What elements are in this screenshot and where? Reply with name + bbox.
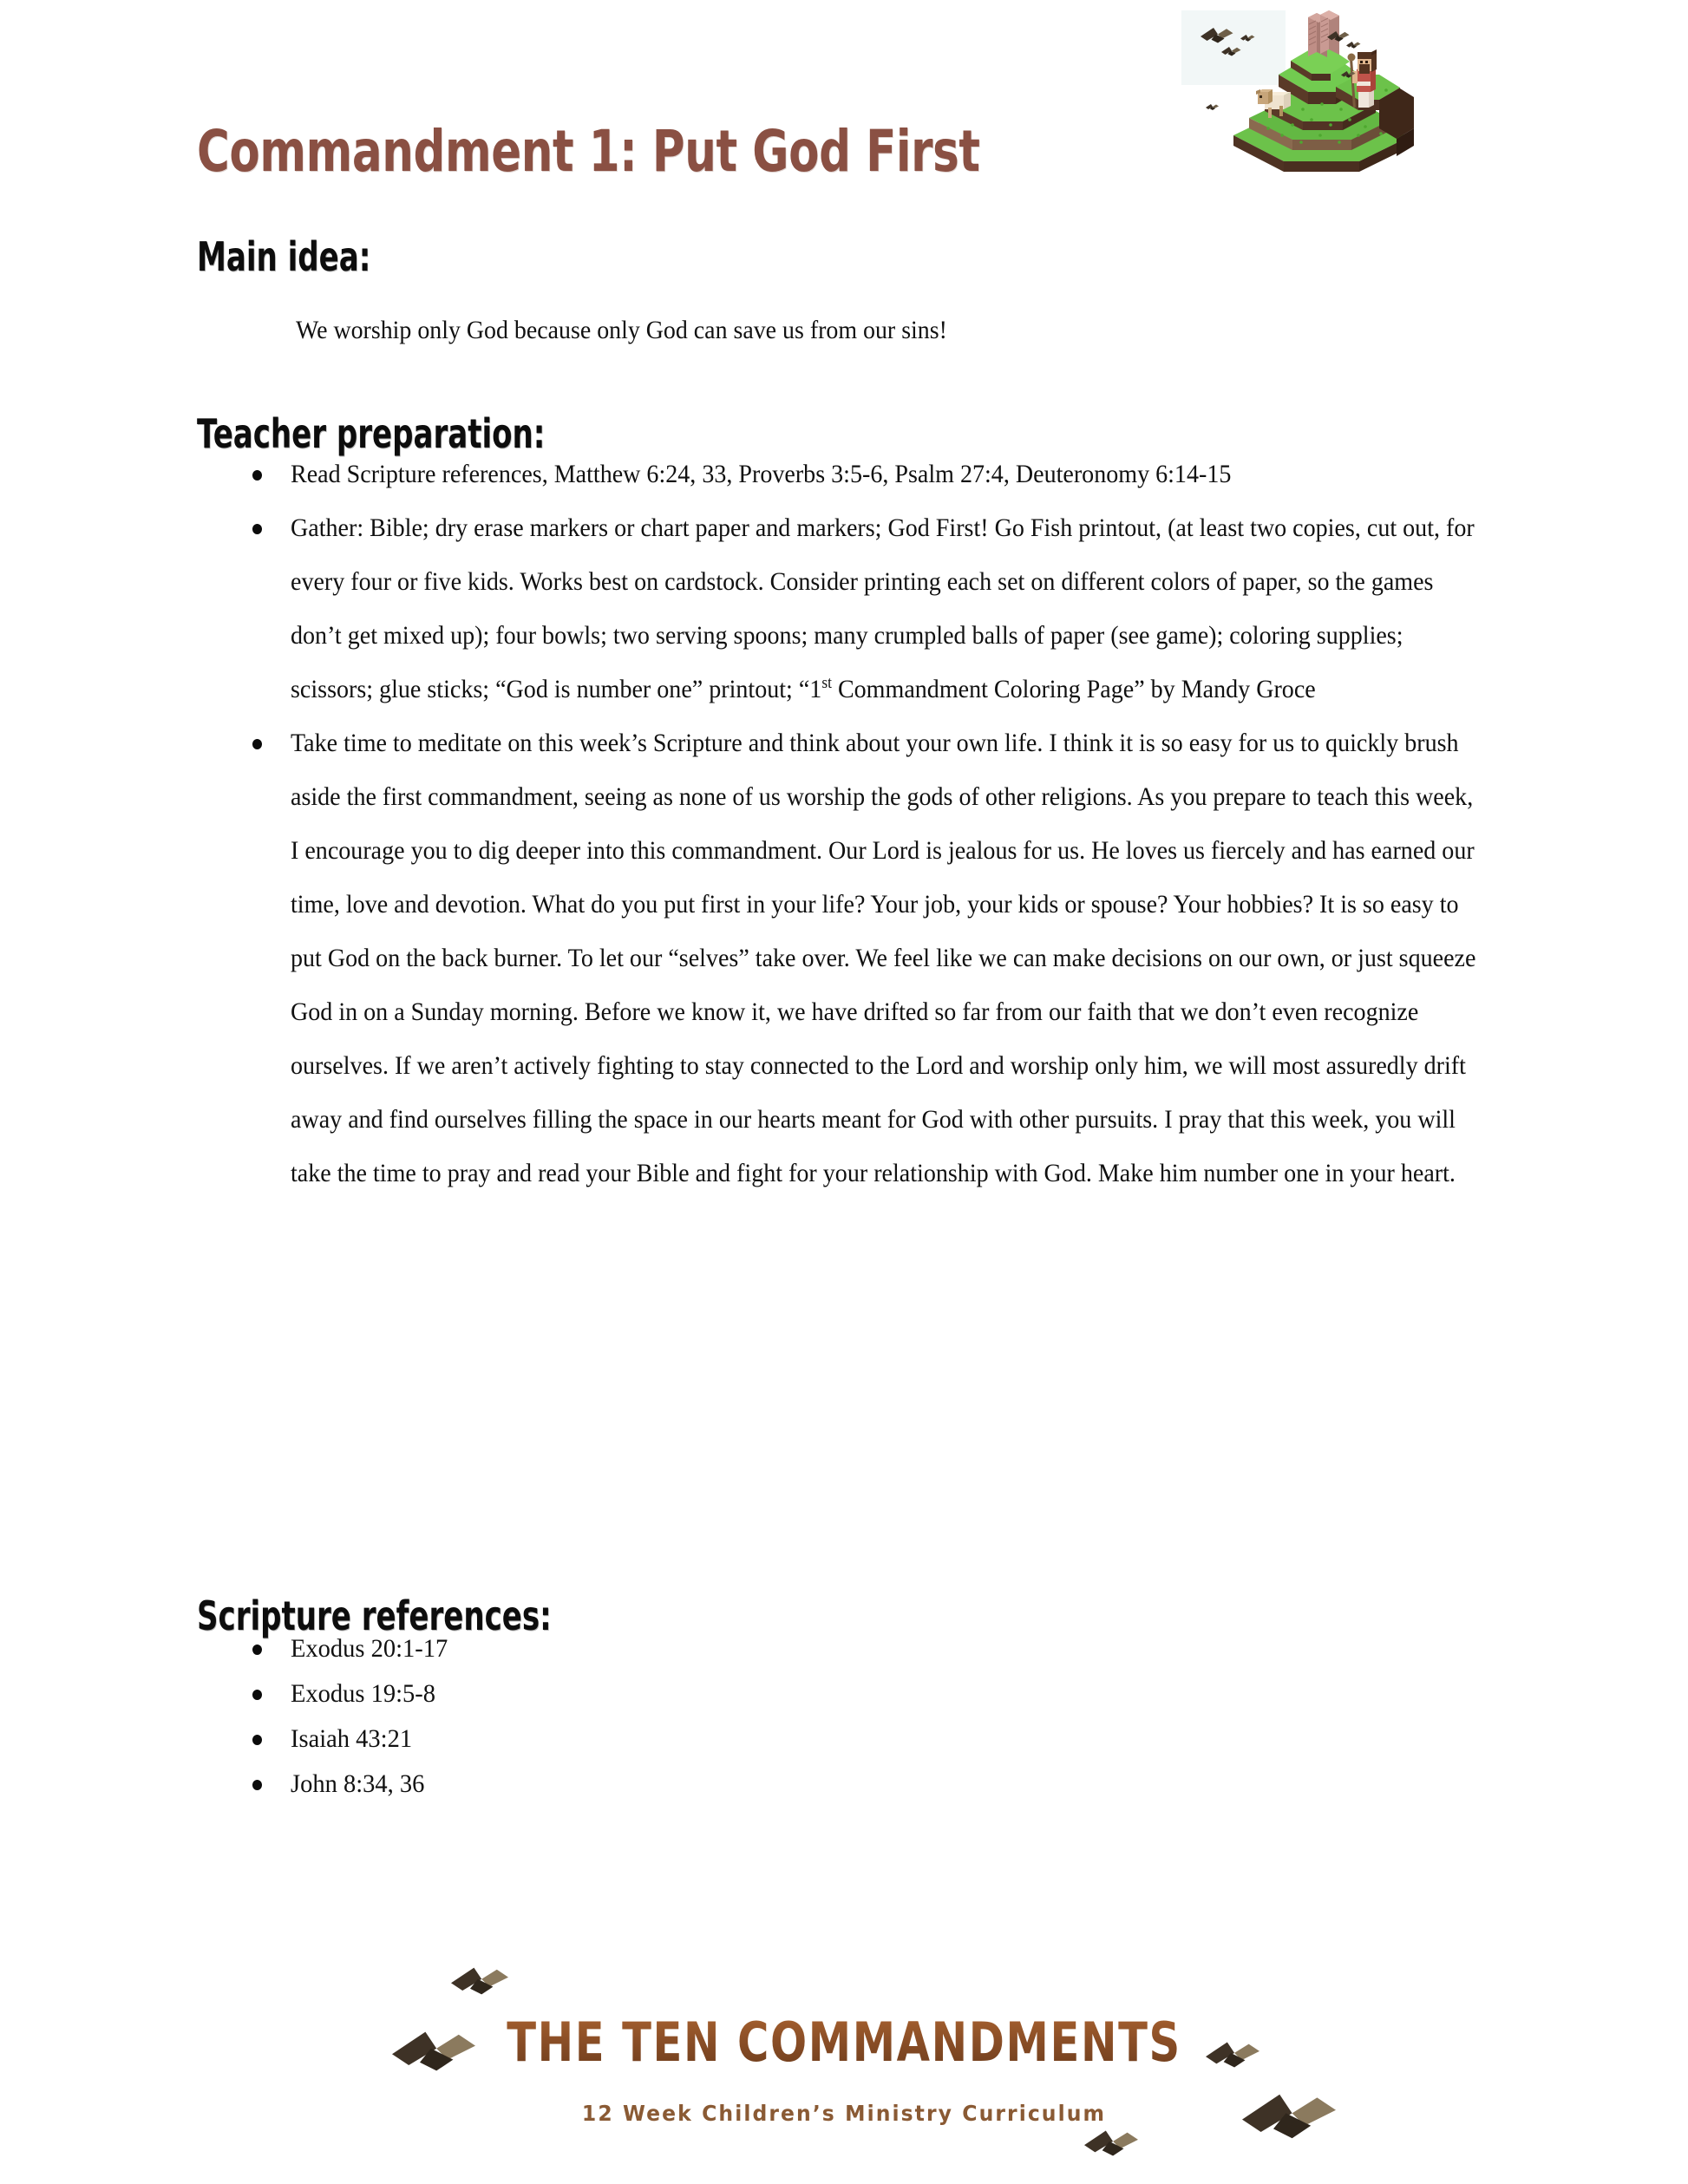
list-item-text: Read Scripture references, Matthew 6:24, 33, Proverbs 3:5-6, Psalm 27:4, Deuteronomy 6:14-15 (291, 460, 1232, 488)
page-header (0, 0, 1688, 199)
flying-bird-icon (1084, 2127, 1138, 2160)
list-item (247, 1671, 1028, 1716)
list-item (247, 1716, 1028, 1762)
list-item (247, 1762, 1028, 1807)
list-item-text: Isaiah 43:21 (291, 1724, 413, 1753)
list-item-text (291, 501, 1480, 716)
bullet-dot-icon (252, 1626, 265, 1671)
list-item-text: Exodus 20:1-17 (291, 1634, 448, 1663)
main-idea-heading: Main idea: (197, 233, 371, 281)
list-item (247, 1626, 1028, 1671)
bullet-dot-icon (252, 501, 265, 555)
teacher-preparation-heading: Teacher preparation: (197, 410, 546, 458)
main-idea-text: We worship only God because only God can save us from our sins! (296, 316, 947, 344)
scripture-references-heading: Scripture references: (197, 1592, 552, 1640)
footer-subtitle: 12 Week Children’s Ministry Curriculum (581, 2101, 1107, 2126)
list-item (247, 716, 1479, 1200)
list-item (247, 448, 1479, 501)
list-item-text: Exodus 19:5-8 (291, 1679, 436, 1708)
ordinal-suffix: st (821, 674, 832, 692)
bullet-dot-icon (252, 1716, 265, 1762)
page-title: Commandment 1: Put God First (197, 118, 980, 186)
bullet-dot-icon (252, 1671, 265, 1716)
list-item (247, 501, 1479, 716)
list-item-text: Take time to meditate on this week’s Scripture and think about your own life. I think it is so easy for us to quickly brush aside the first commandment, seeing as none of us worship the gods of other religions. As you prepare to teach this week, I encourage you to dig deeper into this commandment. Our Lord is jealous for us. He loves us fiercely and has earned our time, love and devotion. What do you put first in your life? Your job, your kids or spouse? Your hobbies? It is so easy to put God on the back burner. To let our “selves” take over. We feel like we can make decisions on our own, or just squeeze God in on a Sunday morning. Before we know it, we have drifted so far from our faith that we don’t even recognize ourselves. If we aren’t actively fighting to stay connected to the Lord and worship only him, we will most assuredly drift away and find ourselves filling the space in our hearts meant for God with other pursuits. I pray that this week, you will take the time to pray and read your Bible and fight for your relationship with God. Make him number one in your heart. (291, 729, 1476, 1187)
footer-title: THE TEN COMMANDMENTS (507, 2011, 1181, 2074)
mount-sinai-illustration-icon (1181, 7, 1476, 173)
bullet-dot-icon (252, 1762, 265, 1807)
gather-text-before-ordinal: Gather: Bible; dry erase markers or chart paper and markers; God First! Go Fish printout, (at least two copies, cut out, for every four or five kids. Works best on cardstock. Consider printing each set on different colors of paper, so the games don’t get mixed up); four bowls; two serving spoons; many crumpled balls of paper (see game); coloring supplies; scissors; glue sticks; “God is number one” printout; “1 (291, 513, 1475, 703)
list-item-text: John 8:34, 36 (291, 1769, 425, 1798)
footer-logo (0, 1943, 1688, 2073)
gather-text-after-ordinal: Commandment Coloring Page” by Mandy Groce (831, 675, 1316, 703)
bullet-dot-icon (252, 716, 265, 770)
bullet-dot-icon (252, 448, 265, 501)
teacher-preparation-list (247, 448, 1479, 1200)
page-footer (0, 1943, 1688, 2184)
scripture-references-list (247, 1626, 1028, 1807)
